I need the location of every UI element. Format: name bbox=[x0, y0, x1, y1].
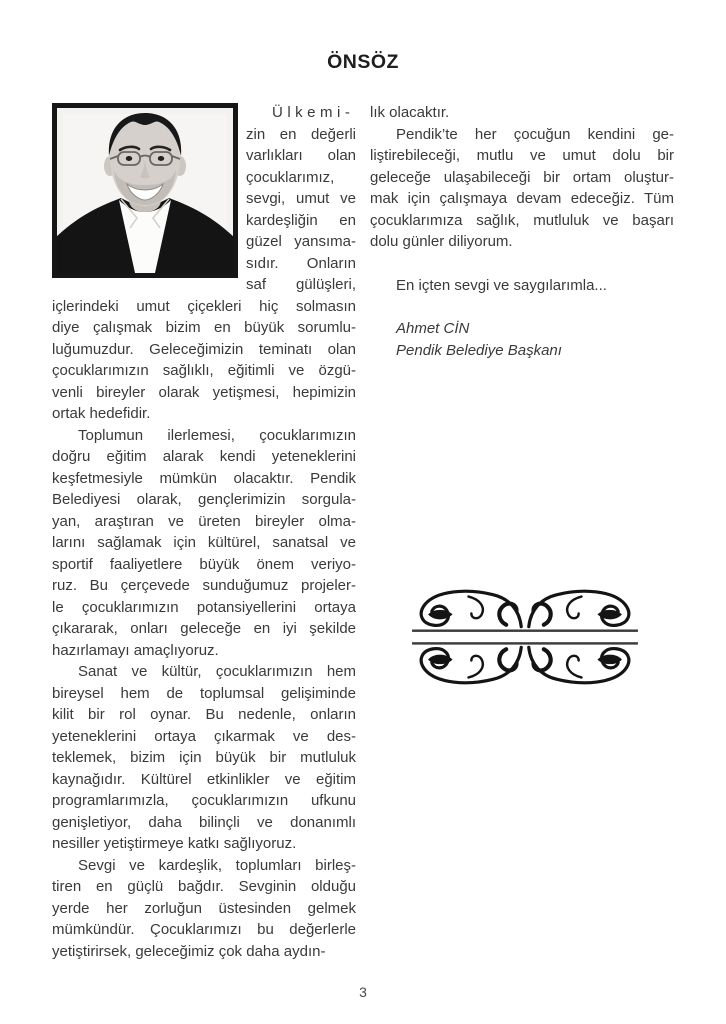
paragraph bbox=[52, 425, 356, 662]
text-line: liştirebileceği, mutlu ve umut dolu bir bbox=[370, 147, 674, 164]
text-line: diye çalışmak bizim en büyük sorumlu- bbox=[52, 319, 356, 336]
text-line: saf gülüşleri, bbox=[246, 276, 356, 293]
page-title: ÖNSÖZ bbox=[327, 51, 399, 73]
paragraph bbox=[370, 318, 674, 361]
left-column bbox=[52, 102, 356, 962]
portrait-photo bbox=[52, 103, 238, 278]
text-line: mümkündür. Çocuklarımızı bu değerlerle bbox=[52, 921, 356, 938]
text-line: Ülkemi- bbox=[272, 104, 355, 121]
text-line: Sanat ve kültür, çocuklarımızın hem bbox=[78, 663, 356, 680]
paragraph bbox=[370, 275, 674, 297]
text-line: ortak hedefidir. bbox=[52, 405, 151, 422]
text-line: içlerindeki umut çiçekleri hiç solmasın bbox=[52, 297, 356, 315]
portrait-man-in-suit-photo bbox=[57, 108, 233, 273]
text-line: larını sağlamak için kültürel, sanatsal ve bbox=[52, 534, 356, 551]
text-line: bireysel hem de toplumsal gelişiminde bbox=[52, 684, 356, 702]
text-line: Ahmet CİN bbox=[396, 320, 470, 337]
text-line: tiren en güçlü bağdır. Sevginin olduğu bbox=[52, 878, 356, 895]
text-line: varlıkları olan bbox=[246, 147, 356, 164]
text-line: programlarımızla, çocuklarımızın ufkunu bbox=[52, 792, 356, 809]
text-line: çocuklarımıza sağlık, mutluluk ve başarı bbox=[370, 211, 674, 229]
text-line: kilit bir rol oynar. Bu nedenle, onların bbox=[52, 706, 356, 723]
text-line: le çocuklarımızın potansiyellerini ortaya bbox=[52, 598, 356, 616]
text-line: venli bireyler olarak yetişmesi, hepimizin bbox=[52, 383, 356, 401]
text-line: geleceğe ulaşabileceği bir ortam oluştur- bbox=[370, 168, 674, 186]
text-line: çocuklarımız, bbox=[246, 168, 335, 186]
text-line: Toplumun ilerlemesi, çocuklarımızın bbox=[78, 426, 356, 444]
text-line: zin en değerli bbox=[246, 125, 356, 143]
paragraph bbox=[52, 855, 356, 963]
text-line: sıdır. Onların bbox=[246, 254, 356, 272]
text-line: luğumuzdur. Geleceğimizin teminatı olan bbox=[52, 340, 356, 358]
paragraph bbox=[370, 102, 674, 124]
text-line: dolu günler diliyorum. bbox=[370, 233, 513, 250]
text-line: yetiştirirsek, geleceğimiz çok daha aydın- bbox=[52, 942, 326, 960]
text-line: Belediyesi olarak, gençlerimizin sorgula- bbox=[52, 491, 356, 508]
text-line: sevgi, umut ve bbox=[246, 190, 356, 207]
text-line: teklemek, bizim için büyük bir mutluluk bbox=[52, 749, 356, 766]
text-line: Pendik’te her çocuğun kendini ge- bbox=[396, 125, 674, 143]
text-line: hazırlamayı amaçlıyoruz. bbox=[52, 641, 219, 659]
text-line: nesiller yetiştirmeye katkı sağlıyoruz. bbox=[52, 835, 297, 852]
floral-flourish-divider-icon bbox=[412, 589, 638, 685]
right-column bbox=[370, 102, 674, 962]
text-line: Sevgi ve kardeşlik, toplumları birleş- bbox=[78, 856, 356, 874]
text-line: mak için çalışmaya devam edeceğiz. Tüm bbox=[370, 190, 674, 207]
text-line: ruz. Bu çerçevede sunduğumuz projeler- bbox=[52, 577, 356, 594]
paragraph bbox=[52, 661, 356, 855]
text-line: güzel yansıma- bbox=[246, 233, 356, 250]
two-column-body bbox=[0, 102, 726, 962]
text-line: çıkararak, onları geleceğe en iyi şekilde bbox=[52, 620, 356, 637]
text-line: kaynağıdır. Kültürel etkinlikler ve eğitim bbox=[52, 770, 356, 788]
text-line: keşfetmesiyle mümkün olacaktır. Pendik bbox=[52, 469, 356, 487]
page-number: 3 bbox=[359, 984, 367, 1000]
text-line: yerde her zorluğun üstesinden gelmek bbox=[52, 899, 356, 917]
text-line: sportif faaliyetlere büyük önem veriyo- bbox=[52, 555, 356, 573]
text-line: Pendik Belediye Başkanı bbox=[396, 341, 562, 359]
ornament-divider bbox=[412, 589, 638, 685]
text-line: yeteneklerini ortaya çıkarmak ve des- bbox=[52, 727, 356, 745]
text-line: çocuklarımızın sağlıklı, eğitimli ve özgü- bbox=[52, 362, 356, 379]
text-line: lık olacaktır. bbox=[370, 104, 450, 121]
text-line: doğru eğitim alarak kendi yeteneklerini bbox=[52, 448, 356, 465]
text-line: kardeşliğin en bbox=[246, 211, 356, 229]
paragraph bbox=[370, 124, 674, 253]
text-line: genişletiyor, daha bilinçli ve donanımlı bbox=[52, 813, 356, 831]
text-line: yan, araştıran ve üreten bireyler olma- bbox=[52, 512, 356, 530]
text-line: En içten sevgi ve saygılarımla... bbox=[396, 276, 607, 294]
